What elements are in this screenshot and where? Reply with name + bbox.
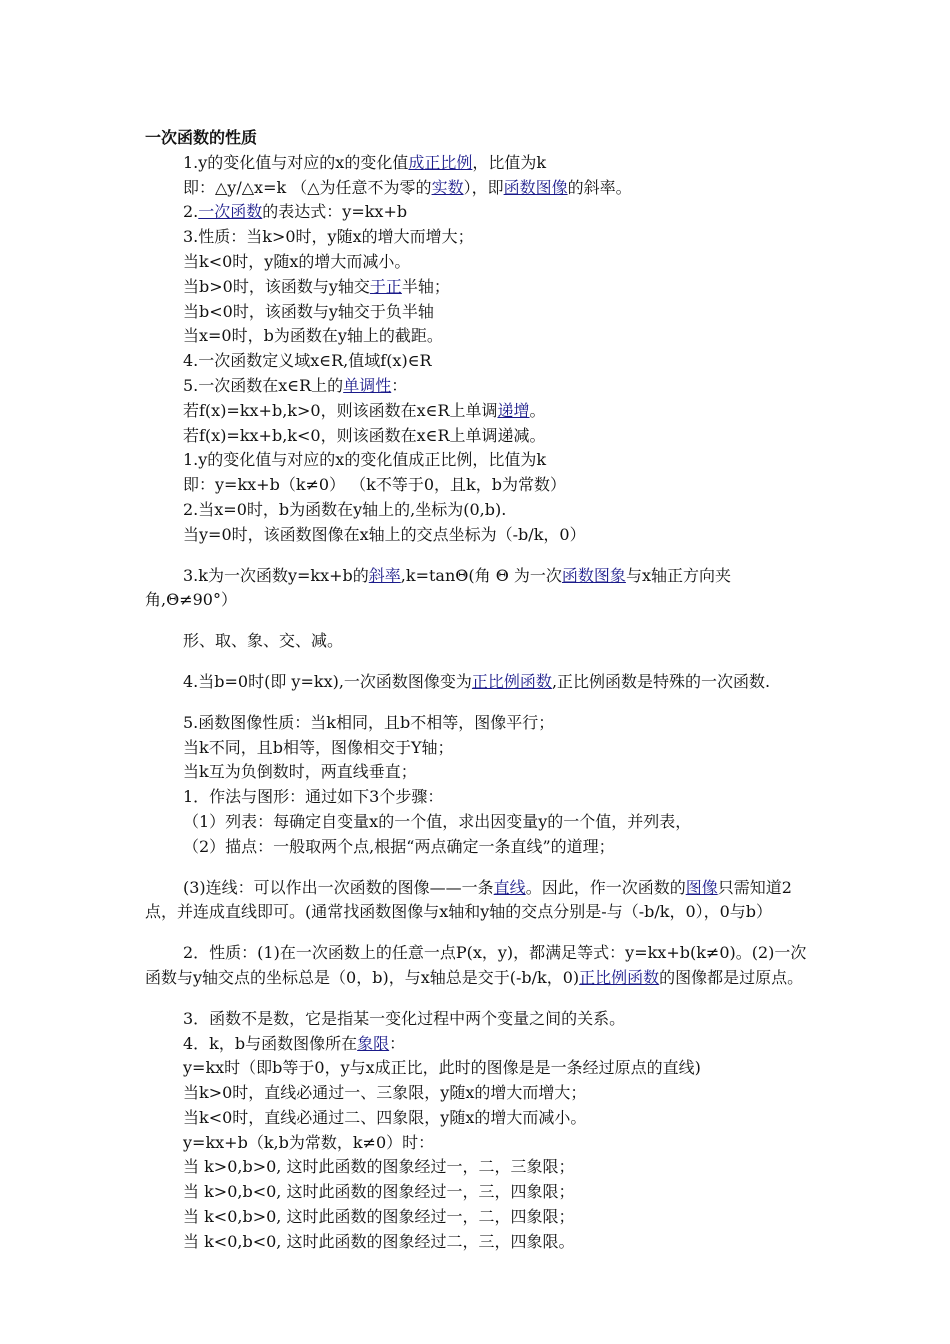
text-line xyxy=(145,151,810,176)
link-tu-xiang[interactable]: 图像 xyxy=(685,877,718,897)
link-han-shu-tu-xiang[interactable]: 函数图像 xyxy=(503,177,568,197)
text: ,k=tanΘ(角 Θ 为一次 xyxy=(400,565,562,585)
text: (3)连线：可以作出一次函数的图像——一条 xyxy=(183,877,494,897)
link-dan-diao-xing[interactable]: 单调性 xyxy=(343,375,392,395)
text-line: 1.y的变化值与对应的x的变化值成正比例，比值为k xyxy=(183,450,547,470)
text-line: 形、取、象、交、减。 xyxy=(183,631,344,651)
text: 的图像都是过原点。 xyxy=(659,967,804,987)
text: 只需知道2点，并连成直线即可。(通常找函数图像与x轴和y轴的交点分别是-与（-b/k，0），0与b） xyxy=(145,877,792,922)
link-cheng-zheng-bi-li[interactable]: 成正比例 xyxy=(408,152,473,172)
text: 1.y的变化值与对应的x的变化值 xyxy=(183,152,409,172)
text: ： xyxy=(389,1033,406,1053)
text: 3.k为一次函数y=kx+b的 xyxy=(183,565,369,585)
text-line: 当 k>0,b>0, 这时此函数的图象经过一，二，三象限； xyxy=(183,1157,575,1177)
text-line: （1）列表：每确定自变量x的一个值，求出因变量y的一个值，并列表， xyxy=(183,811,692,831)
text-line: 当 k>0,b<0, 这时此函数的图象经过一，三，四象限； xyxy=(183,1182,575,1202)
text: ，比值为k xyxy=(472,152,547,172)
text: 5.一次函数在x∈R上的 xyxy=(183,375,344,395)
text-line: 4.一次函数定义域x∈R,值域f(x)∈R xyxy=(183,351,432,371)
text-line: 1．作法与图形：通过如下3个步骤： xyxy=(183,787,444,807)
text: 与x轴正方向夹角,Θ≠90°） xyxy=(145,565,731,610)
text: ,正比例函数是特殊的一次函数. xyxy=(551,671,771,691)
text-line: 当x=0时，b为函数在y轴上的截距。 xyxy=(183,326,443,346)
text-line: 5.函数图像性质：当k相同，且b不相等，图像平行； xyxy=(183,712,555,732)
text-line: 即：y=kx+b（k≠0） （k不等于0，且k，b为常数） xyxy=(183,475,566,495)
link-di-zeng[interactable]: 递增 xyxy=(497,400,530,420)
text-paragraph xyxy=(145,941,810,991)
text-line xyxy=(145,200,810,225)
text-line: y=kx+b（k,b为常数，k≠0）时： xyxy=(183,1132,435,1152)
text: 4．k，b与函数图像所在 xyxy=(183,1033,358,1053)
text-line: y=kx时（即b等于0，y与x成正比，此时的图像是是一条经过原点的直线) xyxy=(183,1058,701,1078)
link-xie-lv[interactable]: 斜率 xyxy=(368,565,401,585)
text: 当b>0时，该函数与y轴交 xyxy=(183,276,370,296)
link-zheng-bi-li-han-shu[interactable]: 正比例函数 xyxy=(471,671,552,691)
text-line: 当y=0时，该函数图像在x轴上的交点坐标为（-b/k，0） xyxy=(183,524,586,544)
link-yi-ci-han-shu[interactable]: 一次函数 xyxy=(198,202,263,222)
text: ），即 xyxy=(463,177,504,197)
text: 。 xyxy=(529,400,546,420)
text-line xyxy=(145,374,810,399)
text-line xyxy=(145,176,810,201)
text-line: 当 k<0,b<0, 这时此函数的图象经过二，三，四象限。 xyxy=(183,1231,575,1251)
text: 即：△y/△x=k （△为任意不为零的 xyxy=(183,177,432,197)
text: 的斜率。 xyxy=(567,177,632,197)
text-line xyxy=(145,399,810,424)
text-line: 当k互为负倒数时，两直线垂直； xyxy=(183,762,417,782)
text-line: 当k>0时，直线必通过一、三象限，y随x的增大而增大； xyxy=(183,1083,587,1103)
text-paragraph xyxy=(145,564,810,614)
text-line: 当b<0时，该函数与y轴交于负半轴 xyxy=(183,301,434,321)
text-paragraph xyxy=(145,670,810,695)
text-line xyxy=(145,275,810,300)
text: 若f(x)=kx+b,k>0，则该函数在x∈R上单调 xyxy=(183,400,498,420)
text: 半轴； xyxy=(401,276,450,296)
link-shi-shu[interactable]: 实数 xyxy=(431,177,464,197)
text-line: （2）描点：一般取两个点,根据“两点确定一条直线”的道理； xyxy=(183,836,615,856)
text: 2．性质：(1)在一次函数上的任意一点P(x，y)，都满足等式：y=kx+b(k≠0)。(2)一次函数与y轴交点的坐标总是（0，b)，与x轴总是交于(-b/k，0) xyxy=(145,943,807,987)
text-line: 3．函数不是数，它是指某一变化过程中两个变量之间的关系。 xyxy=(183,1008,626,1028)
text: 4.当b=0时(即 y=kx),一次函数图像变为 xyxy=(183,671,472,691)
text-line: 2.当x=0时，b为函数在y轴上的,坐标为(0,b). xyxy=(183,499,507,519)
text: 的表达式：y=kx+b xyxy=(262,202,408,222)
link-xiang-xian[interactable]: 象限 xyxy=(357,1033,390,1053)
page-title: 一次函数的性质 xyxy=(145,128,258,147)
text-line: 3.性质：当k>0时，y随x的增大而增大； xyxy=(183,227,474,247)
link-yu-zheng[interactable]: 于正 xyxy=(369,276,402,296)
text: 。因此，作一次函数的 xyxy=(525,877,686,897)
text-line xyxy=(145,1032,810,1057)
link-zhi-xian[interactable]: 直线 xyxy=(493,877,526,897)
text: 2. xyxy=(183,202,199,222)
text-line: 当k<0时，y随x的增大而减小。 xyxy=(183,251,411,271)
text-line: 若f(x)=kx+b,k<0，则该函数在x∈R上单调递减。 xyxy=(183,425,546,445)
text-line: 当k不同，且b相等，图像相交于Y轴； xyxy=(183,737,454,757)
text-paragraph xyxy=(145,876,810,926)
text-line: 当k<0时，直线必通过二、四象限，y随x的增大而减小。 xyxy=(183,1107,587,1127)
document-page xyxy=(145,126,810,1255)
link-zheng-bi-li-han-shu-2[interactable]: 正比例函数 xyxy=(579,967,660,987)
link-han-shu-tu-xiang-2[interactable]: 函数图象 xyxy=(561,565,626,585)
text: ： xyxy=(391,375,408,395)
text-line: 当 k<0,b>0, 这时此函数的图象经过一，二，四象限； xyxy=(183,1207,575,1227)
